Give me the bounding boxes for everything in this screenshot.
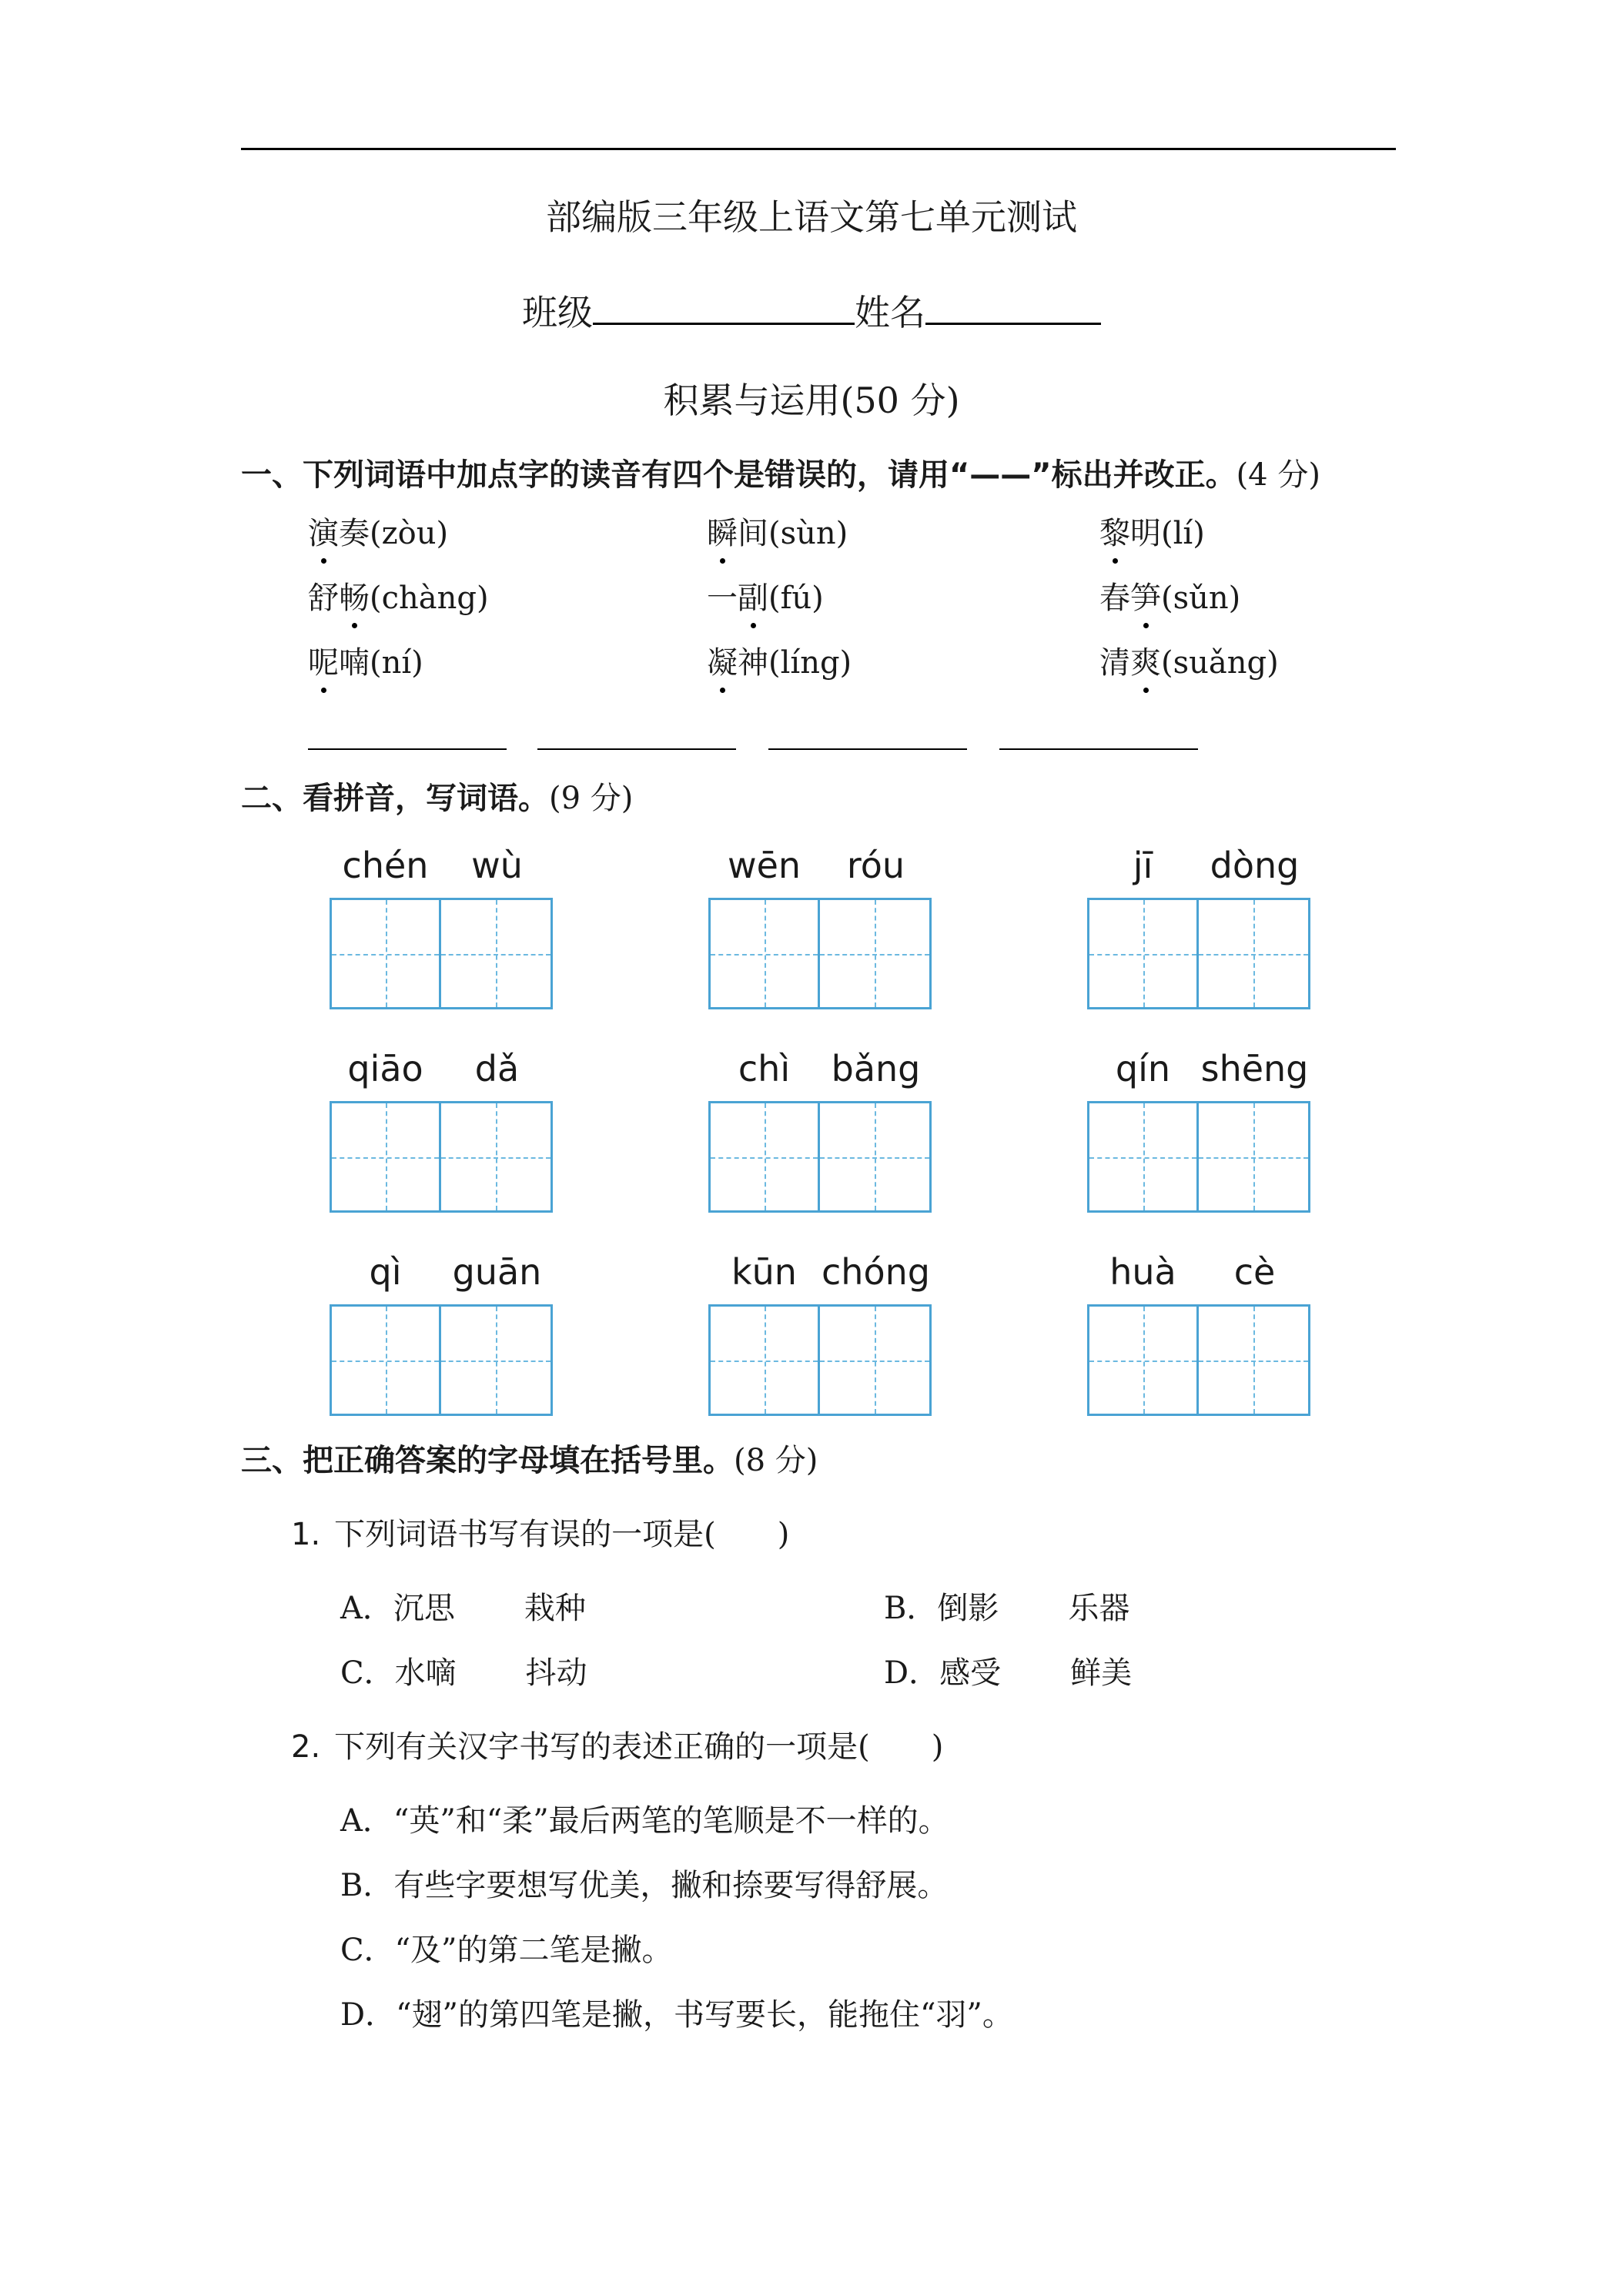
pinyin-label: huà: [1109, 1251, 1176, 1293]
q2-heading-text: 二、看拼音，写词语。: [241, 781, 549, 816]
q1-item: 呢喃(ní): [308, 642, 423, 684]
writing-box[interactable]: [820, 898, 932, 1009]
q3-score: (8 分): [734, 1443, 818, 1478]
writing-box[interactable]: [820, 1304, 932, 1416]
dotted-char: 畅: [339, 577, 370, 619]
q3-heading: [241, 1440, 818, 1481]
pinyin-label: chì: [738, 1048, 791, 1089]
page-title: 部编版三年级上语文第七单元测试: [546, 196, 1077, 238]
answer-line[interactable]: [768, 748, 967, 750]
writing-box[interactable]: [708, 1101, 820, 1213]
pinyin-label: jī: [1133, 845, 1153, 886]
pinyin-grid-group: [330, 1249, 553, 1416]
sub-question-text[interactable]: 下列有关汉字书写的表述正确的一项是( ): [334, 1729, 944, 1765]
sub-question-text[interactable]: 下列词语书写有误的一项是( ): [334, 1517, 790, 1552]
q2-score: (9 分): [549, 781, 634, 816]
class-blank[interactable]: [593, 289, 855, 325]
dotted-char: 爽: [1130, 642, 1161, 684]
pinyin-label: bǎng: [831, 1048, 921, 1089]
writing-box[interactable]: [1199, 1101, 1310, 1213]
pinyin-label: kūn: [731, 1251, 797, 1293]
sub-question-number: 2.: [291, 1729, 321, 1765]
option-d: D．感受 鲜美: [884, 1655, 1133, 1691]
q1-item: 瞬间(sùn): [707, 513, 848, 554]
q1-item: 舒畅(chàng): [308, 577, 489, 619]
writing-box[interactable]: [441, 1101, 553, 1213]
pinyin-label: cè: [1233, 1251, 1276, 1293]
q1-item: 演奏(zòu): [308, 513, 448, 554]
option-a: A．“英”和“柔”最后两笔的笔顺是不一样的。: [340, 1803, 949, 1839]
class-label: 班级: [522, 292, 593, 333]
pinyin-label: dòng: [1210, 845, 1300, 886]
sub-question-number: 1.: [291, 1517, 321, 1552]
name-blank[interactable]: [925, 289, 1101, 325]
q3-sub2: [291, 1726, 943, 1768]
pinyin-label: wù: [471, 845, 523, 886]
writing-box[interactable]: [820, 1101, 932, 1213]
q3-heading-text: 三、把正确答案的字母填在括号里。: [241, 1443, 734, 1478]
option-a: A．沉思 栽种: [340, 1591, 586, 1626]
writing-box[interactable]: [1087, 1304, 1199, 1416]
writing-box[interactable]: [708, 898, 820, 1009]
pinyin-label: guān: [452, 1251, 542, 1293]
q1-item: 凝神(líng): [707, 642, 852, 684]
pinyin-label: wēn: [727, 845, 801, 886]
pinyin-label: chóng: [822, 1251, 930, 1293]
pinyin-label: róu: [846, 845, 905, 886]
q1-score: (4 分): [1236, 457, 1320, 493]
answer-line[interactable]: [308, 748, 507, 750]
writing-box[interactable]: [441, 1304, 553, 1416]
option-d: D．“翅”的第四笔是撇，书写要长，能拖住“羽”。: [340, 1997, 1013, 2033]
writing-box[interactable]: [330, 1101, 441, 1213]
writing-box[interactable]: [1199, 898, 1310, 1009]
q1-item: 一副(fú): [707, 577, 824, 619]
writing-box[interactable]: [1087, 1101, 1199, 1213]
pinyin-label: qín: [1115, 1048, 1171, 1089]
name-label: 姓名: [855, 292, 925, 333]
q3-sub1: [291, 1514, 789, 1555]
answer-line[interactable]: [999, 748, 1198, 750]
answer-line[interactable]: [537, 748, 736, 750]
q2-heading: [241, 778, 633, 819]
option-b: B．倒影 乐器: [884, 1591, 1130, 1626]
dotted-char: 副: [738, 577, 768, 619]
writing-box[interactable]: [1199, 1304, 1310, 1416]
dotted-char: 演: [308, 513, 339, 554]
pinyin-grid-group: [330, 1046, 553, 1213]
dotted-char: 笋: [1130, 577, 1161, 619]
option-c: C．“及”的第二笔是撇。: [340, 1933, 673, 1968]
q1-item: 清爽(suǎng): [1099, 642, 1279, 684]
writing-box[interactable]: [330, 898, 441, 1009]
dotted-char: 瞬: [707, 513, 738, 554]
pinyin-grid-group: [708, 842, 932, 1009]
option-b: B．有些字要想写优美，撇和捺要写得舒展。: [340, 1868, 949, 1903]
pinyin-grid-group: [1087, 1249, 1310, 1416]
q1-heading-text: 一、下列词语中加点字的读音有四个是错误的，请用“——”标出并改正。: [241, 457, 1236, 493]
q1-item: 春笋(sǔn): [1099, 577, 1240, 619]
writing-box[interactable]: [1087, 898, 1199, 1009]
section-title: 积累与运用(50 分): [663, 380, 960, 421]
dotted-char: 凝: [707, 642, 738, 684]
writing-box[interactable]: [708, 1304, 820, 1416]
student-info-line: [0, 289, 1623, 336]
pinyin-label: qiāo: [347, 1048, 423, 1089]
writing-box[interactable]: [441, 898, 553, 1009]
pinyin-grid-group: [1087, 1046, 1310, 1213]
pinyin-label: shēng: [1200, 1048, 1309, 1089]
pinyin-label: dǎ: [474, 1048, 520, 1089]
q1-item: 黎明(lí): [1099, 513, 1205, 554]
pinyin-grid-group: [708, 1046, 932, 1213]
pinyin-label: chén: [342, 845, 429, 886]
writing-box[interactable]: [330, 1304, 441, 1416]
pinyin-grid-group: [708, 1249, 932, 1416]
pinyin-label: qì: [369, 1251, 402, 1293]
option-c: C．水嘀 抖动: [340, 1655, 587, 1691]
dotted-char: 呢: [308, 642, 339, 684]
dotted-char: 黎: [1099, 513, 1130, 554]
pinyin-grid-group: [1087, 842, 1310, 1009]
pinyin-grid-group: [330, 842, 553, 1009]
top-rule: [241, 148, 1396, 150]
q1-heading: [241, 454, 1320, 496]
